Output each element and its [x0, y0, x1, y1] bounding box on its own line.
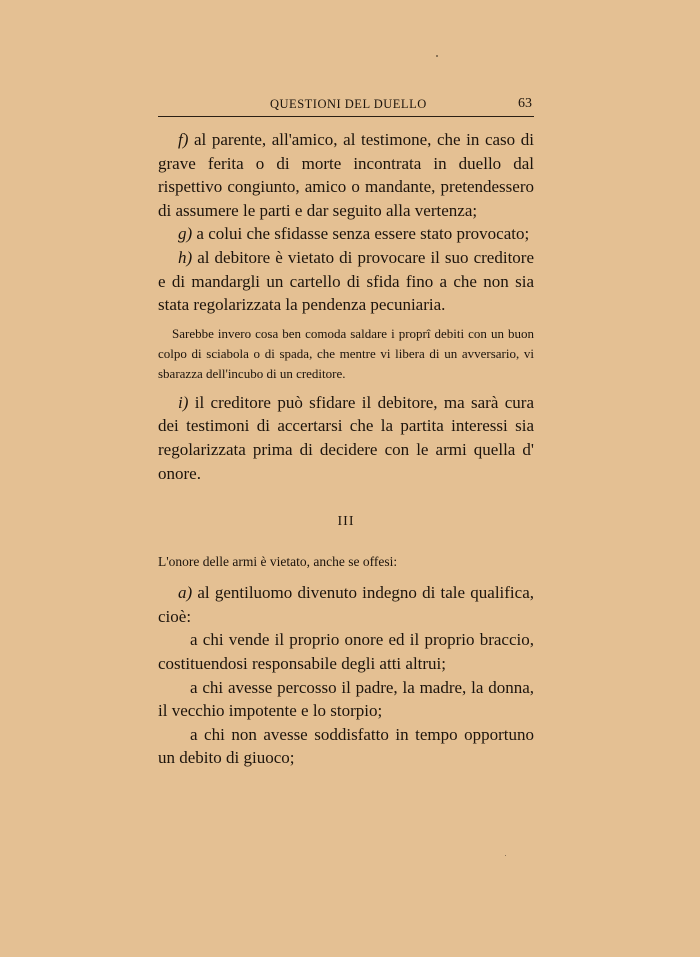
paragraph-f [158, 128, 534, 222]
item-letter-a: a) [178, 583, 193, 603]
sub-item: a chi avesse percosso il padre, la madre, la donna, il vecchio impotente e lo storpio; [158, 677, 534, 721]
item-letter-g: g) [178, 224, 193, 244]
running-title: QUESTIONI DEL DUELLO [270, 97, 427, 111]
paragraph-g [158, 222, 534, 246]
paper-speck [436, 55, 438, 57]
paragraph-h-text: al debitore è vietato di provocare il suo creditore e di mandargli un cartello di sfida fino a che non sia stata regolarizzata la pendenza pecuniaria. [158, 247, 534, 315]
item-letter-h: h) [178, 247, 193, 267]
sub-item: a chi vende il proprio onore ed il proprio braccio, costituendosi responsabile degli atti altrui; [158, 630, 534, 673]
page-number: 63 [518, 96, 532, 111]
paragraph-g-text: a colui che sfidasse senza essere stato provocato; [192, 224, 530, 244]
footnote-paragraph: Sarebbe invero cosa ben comoda saldare i proprî debiti con un buon colpo di sciabola o di spada, che mentre vi libera di un avversario, vi sbarazza dell'incubo di un creditore. [158, 325, 534, 381]
sub-item: a chi non avesse soddisfatto in tempo opportuno un debito di giuoco; [158, 724, 534, 768]
page-body [158, 128, 534, 770]
paper-speck [505, 855, 506, 856]
paragraph-i [158, 391, 534, 485]
paragraph-a [158, 581, 534, 628]
section-number: III [337, 514, 355, 530]
page-header [158, 94, 534, 117]
paragraph-f-text: al parente, all'amico, al testimone, che in caso di grave ferita o di morte incontrata in duello dal rispettivo congiunto, amico o mandante, pretendessero di assumere le parti e dar seguito alla vertenza; [158, 130, 534, 220]
paragraph-a-text: al gentiluomo divenuto indegno di tale qualifica, cioè: [158, 583, 534, 626]
item-letter-i: i) [178, 392, 189, 412]
item-letter-f: f) [178, 130, 189, 149]
paragraph-h [158, 246, 534, 317]
section-intro: L'onore delle armi è vietato, anche se offesi: [158, 554, 398, 570]
paragraph-i-text: il creditore può sfidare il debitore, ma sarà cura dei testimoni di accertarsi che la partita interessi sia regolarizzata prima di decidere con le armi quella d' onore. [158, 392, 534, 483]
